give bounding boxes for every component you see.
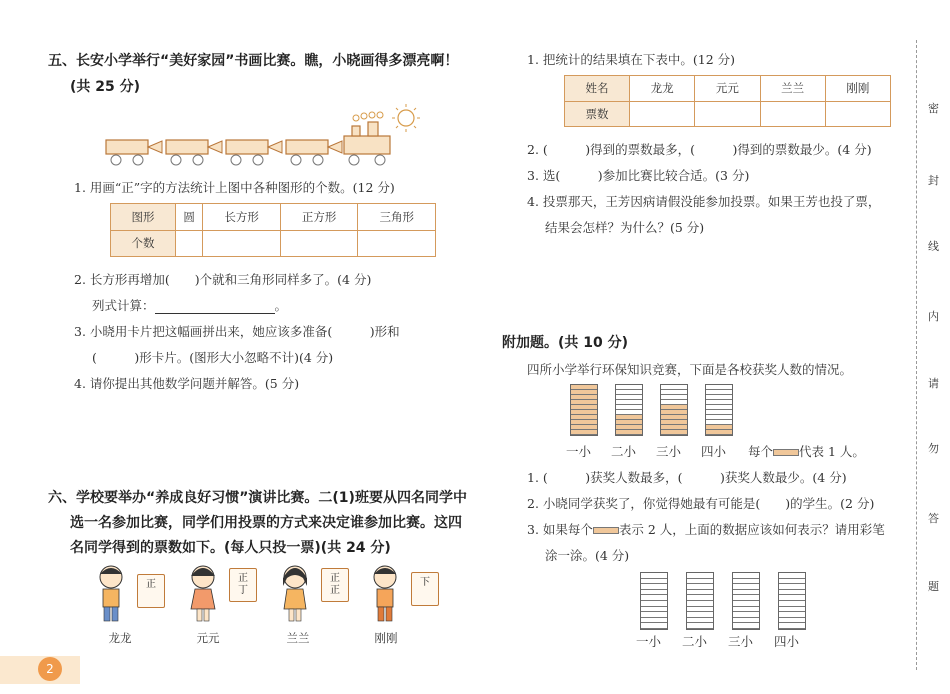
margin-char: 线 <box>928 240 939 253</box>
answer-cell[interactable] <box>630 101 695 127</box>
margin-char: 请 <box>928 377 939 390</box>
r-q4a: 4. 投票那天，王芳因病请假没能参加投票。如果王芳也投了票， <box>527 194 881 209</box>
table-header: 兰兰 <box>760 76 825 102</box>
calc-label: 列式计算： <box>92 298 155 313</box>
tally-card <box>321 568 349 602</box>
empty-school-bar[interactable] <box>778 572 806 630</box>
bar-unit-cell <box>661 430 687 435</box>
s5-q2: 2. 长方形再增加( )个就和三角形同样多了。(4 分) <box>74 272 372 287</box>
unit-bar-icon <box>593 527 619 534</box>
margin-char: 答 <box>928 512 939 525</box>
bar-unit-cell[interactable] <box>641 623 667 629</box>
empty-bar-chart[interactable] <box>636 572 830 649</box>
bar-unit-cell <box>706 430 732 435</box>
page-number: 2 <box>38 657 62 681</box>
section6-line2: 选一名参加比赛，同学们用投票的方式来决定谁参加比赛。这四 <box>70 515 462 531</box>
section6-line3: 名同学得到的票数如下。(每人只投一票)(共 24 分) <box>70 540 391 556</box>
tally-mark: 正 <box>146 579 156 590</box>
section6-line1: 六、学校要举办“养成良好习惯”演讲比赛。二(1)班要从四名同学中 <box>48 490 467 506</box>
q3-prefix: 3. 如果每个 <box>527 522 593 537</box>
tally-card <box>137 574 165 608</box>
r-q3: 3. 选( )参加比赛比较合适。(3 分) <box>527 168 750 183</box>
bonus-title: 附加题。(共 10 分) <box>502 335 629 351</box>
section5-title: 五、长安小学举行“美好家园”书画比赛。瞧，小晓画得多漂亮啊！ <box>48 53 459 69</box>
child-figure-icon <box>369 564 405 624</box>
bonus-q1: 1. ( )获奖人数最多，( )获奖人数最少。(4 分) <box>527 470 847 485</box>
answer-cell[interactable] <box>203 230 281 257</box>
bar-unit-cell[interactable] <box>779 623 805 629</box>
bar-unit-cell <box>616 430 642 435</box>
school-bar <box>570 384 598 436</box>
s5-q3a: 3. 小晓用卡片把这幅画拼出来，她应该多准备( )形和 <box>74 324 400 339</box>
s5-q2-calc: 列式计算： 。 <box>92 298 288 313</box>
bonus-q2: 2. 小晓同学获奖了，你觉得她最有可能是( )的学生。(2 分) <box>527 496 875 511</box>
section5-score: (共 25 分) <box>70 79 141 95</box>
child-figure-icon <box>187 564 223 624</box>
answer-cell[interactable] <box>176 230 203 257</box>
table-row-label: 票数 <box>565 101 630 127</box>
legend-prefix: 每个 <box>748 444 774 459</box>
school-label: 三小 <box>656 444 682 459</box>
r-q2: 2. ( )得到的票数最多，( )得到的票数最少。(4 分) <box>527 142 872 157</box>
s5-q3b: ( )形卡片。(图形大小忽略不计)(4 分) <box>92 350 334 365</box>
margin-char: 勿 <box>928 442 939 455</box>
award-bar-chart <box>566 384 750 459</box>
empty-school-bar[interactable] <box>732 572 760 630</box>
margin-char: 密 <box>928 102 939 115</box>
child-figure-icon <box>279 564 315 624</box>
empty-school-bar[interactable] <box>686 572 714 630</box>
school-label: 二小 <box>611 444 637 459</box>
table-header: 姓名 <box>565 76 630 102</box>
s5-q1: 1. 用画“正”字的方法统计上图中各种图形的个数。(12 分) <box>74 180 395 195</box>
q3-suffix: 表示 2 人，上面的数据应该如何表示？请用彩笔 <box>618 522 885 537</box>
smoke-icon <box>353 112 383 121</box>
tally-card <box>229 568 257 602</box>
legend-unit-icon <box>773 449 799 456</box>
school-label: 一小 <box>566 444 592 459</box>
chart-legend <box>748 442 865 460</box>
school-label: 一小 <box>636 634 662 649</box>
table-header: 三角形 <box>358 204 436 231</box>
answer-cell[interactable] <box>280 230 358 257</box>
calc-answer-line[interactable] <box>155 301 275 314</box>
legend-suffix: 代表 1 人。 <box>799 444 865 459</box>
margin-char: 题 <box>928 580 939 593</box>
vote-count-table <box>564 75 891 127</box>
answer-cell[interactable] <box>695 101 760 127</box>
table-header: 图形 <box>111 204 176 231</box>
tally-mark: 正 正 <box>330 573 340 596</box>
student-name: 龙龙 <box>108 631 132 645</box>
school-label: 四小 <box>774 634 800 649</box>
margin-char: 内 <box>928 310 939 323</box>
bar-unit-cell[interactable] <box>733 623 759 629</box>
student-name: 元元 <box>196 631 220 645</box>
student-name: 刚刚 <box>374 631 398 645</box>
bar-unit-cell[interactable] <box>687 623 713 629</box>
bonus-intro: 四所小学举行环保知识竞赛，下面是各校获奖人数的情况。 <box>527 362 853 377</box>
s5-q4: 4. 请你提出其他数学问题并解答。(5 分) <box>74 376 300 391</box>
margin-char: 封 <box>928 174 939 187</box>
shape-count-table <box>110 203 436 257</box>
school-label: 二小 <box>682 634 708 649</box>
answer-cell[interactable] <box>825 101 890 127</box>
table-header: 正方形 <box>280 204 358 231</box>
answer-cell[interactable] <box>358 230 436 257</box>
school-bar <box>660 384 688 436</box>
tally-mark: 正 丁 <box>238 573 248 596</box>
bar-unit-cell <box>571 430 597 435</box>
table-header: 元元 <box>695 76 760 102</box>
bonus-q3a <box>527 520 885 538</box>
train-illustration <box>100 98 430 170</box>
r-q4b: 结果会怎样？为什么？(5 分) <box>545 220 705 235</box>
school-label: 三小 <box>728 634 754 649</box>
r-q1: 1. 把统计的结果填在下表中。(12 分) <box>527 52 736 67</box>
table-header: 圆 <box>176 204 203 231</box>
table-header: 龙龙 <box>630 76 695 102</box>
school-label: 四小 <box>701 444 727 459</box>
answer-cell[interactable] <box>760 101 825 127</box>
table-row-label: 个数 <box>111 230 176 257</box>
binding-line <box>916 40 917 670</box>
student-name: 兰兰 <box>286 631 310 645</box>
sun-icon <box>392 104 420 132</box>
tally-mark: 下 <box>420 577 430 588</box>
students-row <box>95 562 455 647</box>
empty-school-bar[interactable] <box>640 572 668 630</box>
table-header: 刚刚 <box>825 76 890 102</box>
tally-card <box>411 572 439 606</box>
child-figure-icon <box>95 564 131 624</box>
bonus-q3b: 涂一涂。(4 分) <box>545 548 630 563</box>
table-header: 长方形 <box>203 204 281 231</box>
school-bar <box>705 384 733 436</box>
school-bar <box>615 384 643 436</box>
